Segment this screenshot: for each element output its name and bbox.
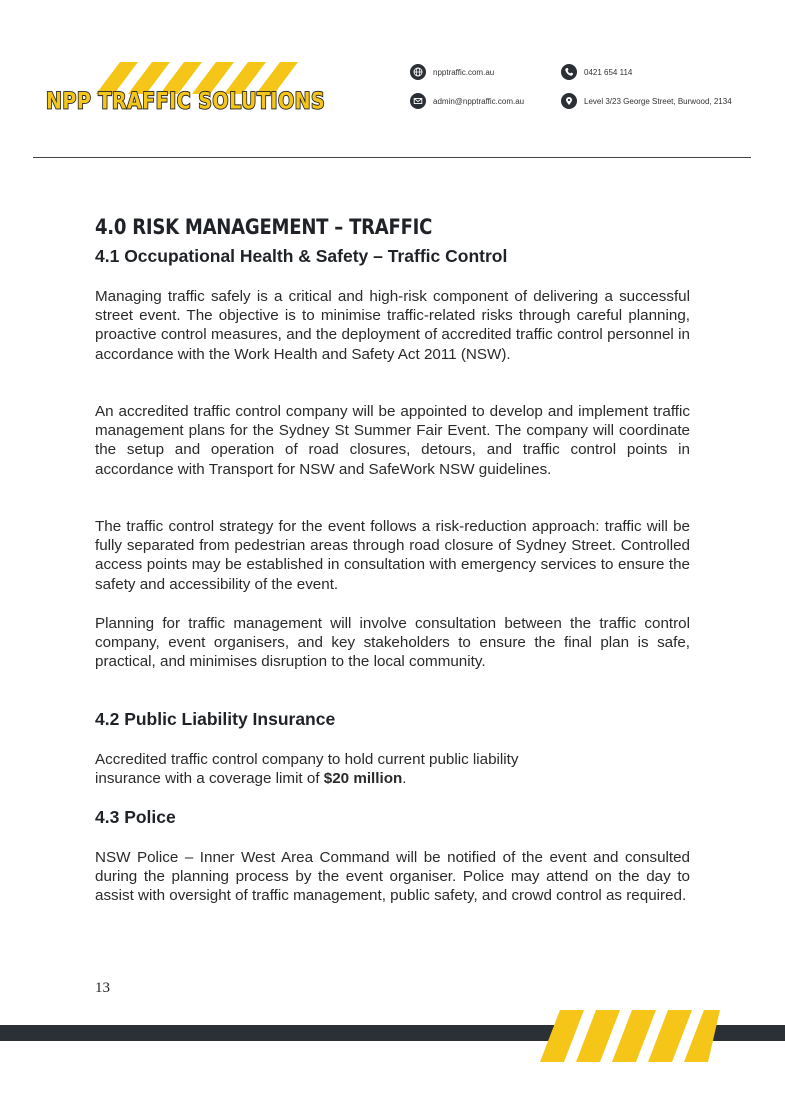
paragraph-ohs-2: An accredited traffic control company will be appointed to develop and implement traffic management plans for the Sydney St Summer Fair Event. The company will coordinate the setup and operation of road closures, detours, and traffic control points in accordance with Transport for NSW and SafeWork NSW guidelines. bbox=[95, 403, 690, 478]
section-title: 4.0 RISK MANAGEMENT – TRAFFIC bbox=[95, 215, 433, 239]
globe-icon bbox=[410, 64, 426, 80]
paragraph-police: NSW Police – Inner West Area Command will be notified of the event and consulted during the planning process by the event organiser. Police may attend on the day to assist with oversight of traffic management, public safety, and crowd control as required. bbox=[95, 849, 690, 905]
paragraph-ohs-4: Planning for traffic management will involve consultation between the traffic control company, event organisers, and key stakeholders to ensure the final plan is safe, practical, and minimises disruption to the local community. bbox=[95, 615, 690, 671]
contact-address bbox=[561, 93, 732, 109]
paragraph-ohs-1: Managing traffic safely is a critical and high-risk component of delivering a successful street event. The objective is to minimise traffic-related risks through careful planning, proactive control measures, and the deployment of accredited traffic control personnel in accordance with the Work Health and Safety Act 2011 (NSW). bbox=[95, 288, 690, 363]
logo-wordmark: NPP TRAFFIC SOLUTIONS bbox=[46, 89, 326, 115]
location-pin-icon bbox=[561, 93, 577, 109]
insurance-period: . bbox=[402, 770, 407, 788]
mail-icon bbox=[410, 93, 426, 109]
company-logo bbox=[40, 62, 326, 120]
insurance-line-1: Accredited traffic control company to hold current public liability bbox=[95, 751, 519, 768]
phone-icon bbox=[561, 64, 577, 80]
page-number: 13 bbox=[95, 980, 110, 996]
paragraph-insurance bbox=[95, 750, 690, 788]
contact-phone[interactable] bbox=[561, 64, 632, 80]
paragraph-ohs-3: The traffic control strategy for the event follows a risk-reduction approach: traffic will be fully separated from pedestrian areas through road closure of Sydney Street. Controlled access points may be established in consultation with emergency services to ensure the safety and accessibility of the event. bbox=[95, 518, 690, 593]
subsection-title-4-1: 4.1 Occupational Health & Safety – Traffic Control bbox=[95, 246, 508, 266]
contact-email[interactable] bbox=[410, 93, 524, 109]
header-divider bbox=[33, 157, 751, 158]
contact-website[interactable] bbox=[410, 64, 494, 80]
subsection-title-4-2: 4.2 Public Liability Insurance bbox=[95, 709, 336, 729]
address-text: Level 3/23 George Street, Burwood, 2134 bbox=[584, 96, 732, 106]
coverage-amount: $20 million bbox=[323, 770, 403, 788]
website-text: npptraffic.com.au bbox=[433, 67, 495, 77]
footer-stripes bbox=[540, 1010, 720, 1062]
insurance-line-2: insurance with a coverage limit of bbox=[95, 770, 324, 788]
subsection-title-4-3: 4.3 Police bbox=[95, 807, 176, 827]
email-text: admin@npptraffic.com.au bbox=[433, 96, 525, 106]
phone-text: 0421 654 114 bbox=[584, 67, 633, 77]
